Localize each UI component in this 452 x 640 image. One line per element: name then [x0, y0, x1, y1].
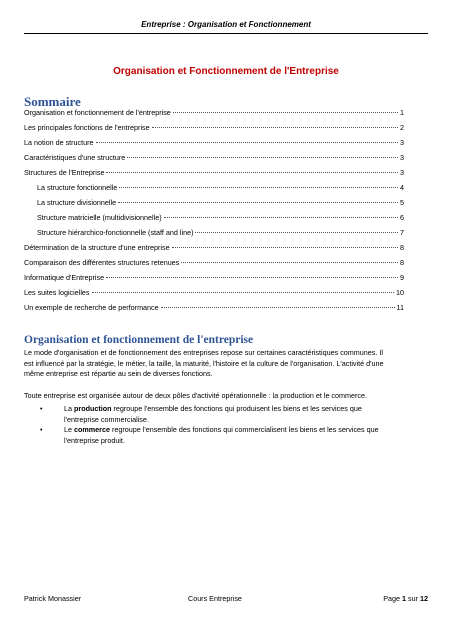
bullet-icon: •	[40, 425, 43, 434]
toc-entry-page: 8	[400, 258, 404, 267]
toc-entry-page: 1	[400, 108, 404, 117]
toc-entry[interactable]	[24, 138, 404, 153]
toc-entry-page: 3	[400, 138, 404, 147]
toc-entry-label: La notion de structure	[24, 138, 94, 147]
toc-entry[interactable]	[24, 153, 404, 168]
toc-leader-dots	[119, 187, 398, 188]
toc-entry-label: Détermination de la structure d'une entreprise	[24, 243, 170, 252]
table-of-contents	[24, 108, 404, 318]
toc-entry-label: Comparaison des différentes structures retenues	[24, 258, 180, 267]
toc-entry[interactable]	[24, 123, 404, 138]
toc-entry[interactable]	[24, 243, 404, 258]
toc-entry-label: La structure fonctionnelle	[37, 183, 118, 192]
toc-entry-label: Structures de l'Entreprise	[24, 168, 105, 177]
toc-entry[interactable]	[24, 273, 404, 288]
toc-entry[interactable]	[24, 303, 404, 318]
toc-entry-label: Organisation et fonctionnement de l'entreprise	[24, 108, 171, 117]
toc-leader-dots	[161, 307, 395, 308]
toc-leader-dots	[118, 202, 398, 203]
bullet-list	[24, 404, 394, 446]
toc-entry-page: 9	[400, 273, 404, 282]
toc-entry-page: 5	[400, 198, 404, 207]
toc-leader-dots	[172, 247, 398, 248]
toc-leader-dots	[181, 262, 398, 263]
toc-entry-page: 6	[400, 213, 404, 222]
header-divider	[24, 33, 428, 34]
footer-page-number: Page 1 sur 12	[383, 594, 428, 603]
toc-leader-dots	[164, 217, 398, 218]
toc-heading: Sommaire	[24, 94, 81, 109]
toc-entry-page: 11	[396, 303, 404, 312]
toc-leader-dots	[152, 127, 398, 128]
toc-leader-dots	[173, 112, 398, 113]
toc-leader-dots	[106, 277, 398, 278]
footer-author: Patrick Monassier	[24, 594, 82, 603]
toc-entry-label: Les principales fonctions de l'entreprise	[24, 123, 150, 132]
bullet-prefix: Le	[64, 425, 74, 434]
toc-entry[interactable]	[24, 183, 404, 198]
bullet-item	[40, 404, 394, 425]
toc-entry[interactable]	[24, 288, 404, 303]
section-body	[24, 348, 394, 446]
bullet-text: regroupe l'ensemble des fonctions qui commercialisent les biens et les services que l'entreprise produit.	[64, 425, 379, 445]
toc-entry[interactable]	[24, 213, 404, 228]
toc-entry-label: Les suites logicielles	[24, 288, 90, 297]
toc-entry-label: La structure divisionnelle	[37, 198, 117, 207]
toc-entry-page: 3	[400, 168, 404, 177]
toc-entry-page: 10	[396, 288, 404, 297]
bullet-prefix: La	[64, 404, 74, 413]
toc-entry-page: 3	[400, 153, 404, 162]
toc-entry-label: Un exemple de recherche de performance	[24, 303, 159, 312]
bullet-text: regroupe l'ensemble des fonctions qui produisent les biens et les services que l'entreprise commercialise.	[64, 404, 362, 424]
toc-entry-label: Informatique d'Entreprise	[24, 273, 105, 282]
toc-leader-dots	[96, 142, 398, 143]
toc-leader-dots	[127, 157, 398, 158]
toc-leader-dots	[106, 172, 398, 173]
toc-entry[interactable]	[24, 168, 404, 183]
toc-entry[interactable]	[24, 108, 404, 123]
toc-entry-page: 4	[400, 183, 404, 192]
document-title: Organisation et Fonctionnement de l'Entreprise	[113, 66, 339, 77]
toc-entry-label: Structure hiérarchico-fonctionnelle (staff and line)	[37, 228, 194, 237]
toc-entry[interactable]	[24, 198, 404, 213]
paragraph: Le mode d'organisation et de fonctionnement des entreprises repose sur certaines caractéristiques communes. Il est influencé par la stratégie, le métier, la taille, la maturité, l'histoire et la culture de l'organisation. L'activité d'une même entreprise est répartie au sein de diverses fonctions.	[24, 348, 384, 378]
toc-entry-page: 7	[400, 228, 404, 237]
bullet-term: commerce	[74, 425, 110, 434]
toc-entry[interactable]	[24, 258, 404, 273]
toc-leader-dots	[92, 292, 394, 293]
toc-entry-page: 2	[400, 123, 404, 132]
toc-leader-dots	[195, 232, 398, 233]
toc-entry-page: 8	[400, 243, 404, 252]
footer-course: Cours Entreprise	[188, 594, 242, 603]
paragraph: Toute entreprise est organisée autour de deux pôles d'activité opérationnelle : la production et le commerce.	[24, 390, 367, 400]
bullet-item	[40, 425, 394, 446]
toc-entry[interactable]	[24, 228, 404, 243]
bullet-icon: •	[40, 404, 43, 413]
toc-entry-label: Caractéristiques d'une structure	[24, 153, 126, 162]
running-header: Entreprise : Organisation et Fonctionnement	[141, 20, 311, 29]
section-heading: Organisation et fonctionnement de l'entreprise	[24, 334, 254, 346]
bullet-term: production	[74, 404, 112, 413]
toc-entry-label: Structure matricielle (multidivisionnelle)	[37, 213, 162, 222]
